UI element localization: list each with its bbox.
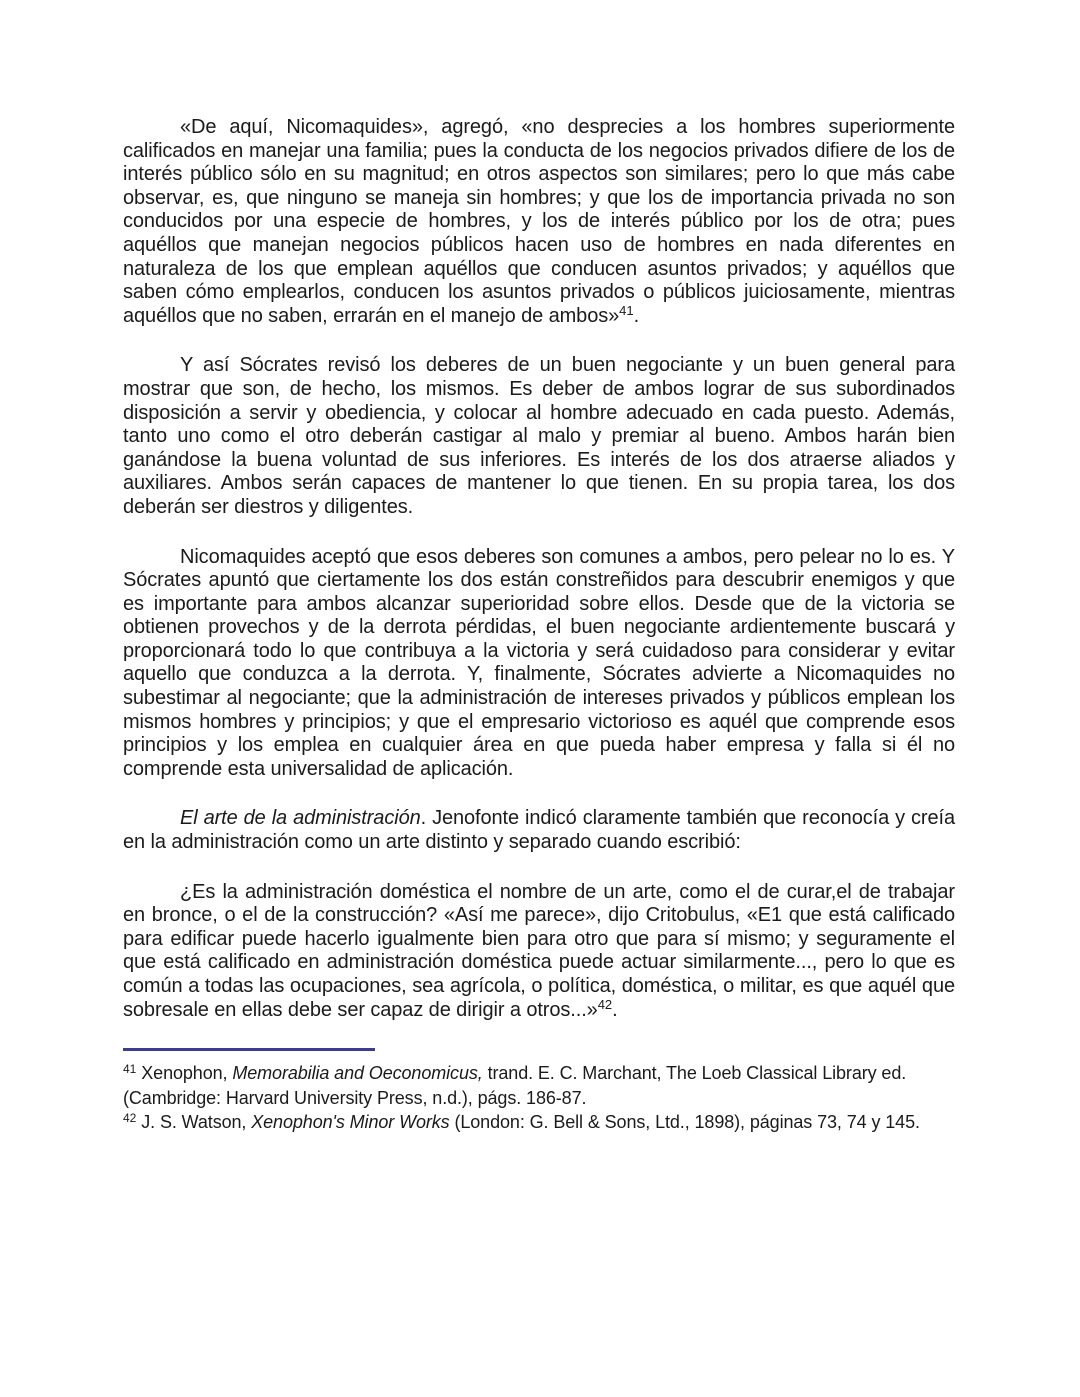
footnote-book-title: Xenophon's Minor Works xyxy=(251,1112,450,1133)
footnote-book-title: Memorabilia and Oeconomicus, xyxy=(232,1063,483,1084)
italic-lead-text: El arte de la administración xyxy=(180,807,421,830)
paragraph-text: . Jenofonte indicó claramente también que reconocía y creía en la administración como un arte distinto y separado cuando escribió: xyxy=(123,807,955,854)
footnote-separator-rule xyxy=(123,1048,375,1051)
quote-paragraph-administracion-domestica xyxy=(123,881,955,1023)
nicomaquides-acepto-paragraph xyxy=(123,546,955,782)
arte-administracion-paragraph xyxy=(123,807,955,854)
paragraph-text: ¿Es la administración doméstica el nombre de un arte, como el de curar,el de trabajar en bronce, o el de la construcción? «Así me parece», dijo Critobulus, «E1 que está calificado para edificar puede hacerlo igualmente bien para otro que para sí mismo; y seguramente el que está calificado en administración doméstica puede actuar similarmente..., pero lo que es común a todas las ocupaciones, sea agrícola, o política, doméstica, o militar, es que aquél que sobresale en ellas debe ser capaz de dirigir a otros...» xyxy=(123,880,955,1021)
footnote-ref-42: 42 xyxy=(597,996,613,1012)
paragraph-text: . xyxy=(633,304,640,327)
footnote-marker-42: 42 xyxy=(123,1111,137,1126)
quote-paragraph-de-aqui xyxy=(123,116,955,328)
socrates-deberes-paragraph xyxy=(123,354,955,519)
paragraph-text: Nicomaquides aceptó que esos deberes son comunes a ambos, pero pelear no lo es. Y Sócrates apuntó que ciertamente los dos están constreñidos para descubrir enemigos y que es importante para ambos alcanzar superioridad sobre ellos. Desde que de la victoria se obtienen provechos y de la derrota pérdidas, el buen negociante ardientemente buscará y proporcionará todo lo que contribuya a la victoria y será cuidadoso para considerar y evitar aquello que conduzca a la derrota. Y, finalmente, Sócrates advierte a Nicomaquides no subestimar al negociante; que la administración de intereses privados y públicos emplean los mismos hombres y principios; y que el empresario victorioso es aquél que comprende esos principios y los emplea en cualquier área en que pueda haber empresa y falla si él no comprende esta universalidad de aplicación. xyxy=(123,545,955,780)
paragraph-text: . xyxy=(612,998,618,1021)
footnote-marker-41: 41 xyxy=(123,1062,137,1077)
footnote-text: Xenophon, xyxy=(136,1063,233,1084)
footnote-text: J. S. Watson, xyxy=(136,1112,252,1133)
footnote-text: (London: G. Bell & Sons, Ltd., 1898), páginas 73, 74 y 145. xyxy=(449,1112,920,1133)
footnote-ref-41: 41 xyxy=(619,302,634,318)
footnote-text: trand. E. C. Marchant, The Loeb Classical Library ed. (Cambridge: Harvard University Press, n.d.), págs. 186-87. xyxy=(123,1063,907,1108)
paragraph-text: Y así Sócrates revisó los deberes de un buen negociante y un buen general para mostrar que son, de hecho, los mismos. Es deber de ambos lograr de sus subordinados disposición a servir y obediencia, y colocar al hombre adecuado en cada puesto. Además, tanto uno como el otro deberán castigar al malo y premiar al bueno. Ambos harán bien ganándose la buena voluntad de sus inferiores. Es interés de los dos atraerse aliados y auxiliares. Ambos serán capaces de mantener lo que tienen. En su propia tarea, los dos deberán ser diestros y diligentes. xyxy=(123,354,955,518)
footnote-42 xyxy=(123,1110,955,1135)
paragraph-text: «De aquí, Nicomaquides», agregó, «no desprecies a los hombres superiormente calificados en manejar una familia; pues la conducta de los negocios privados difiere de los de interés público sólo en su magnitud; en otros aspectos son similares; pero lo que más cabe observar, es, que ninguno se maneja sin hombres; y que los de importancia privada no son conducidos por una especie de hombres, y los de interés público por los de otra; pues aquéllos que manejan negocios públicos hacen uso de hombres en nada diferentes en naturaleza de los que emplean aquéllos que conducen asuntos privados; y aquéllos que saben cómo emplearlos, conducen los asuntos privados o públicos juiciosamente, mientras aquéllos que no saben, errarán en el manejo de ambos» xyxy=(123,116,955,327)
footnote-41 xyxy=(123,1061,955,1110)
